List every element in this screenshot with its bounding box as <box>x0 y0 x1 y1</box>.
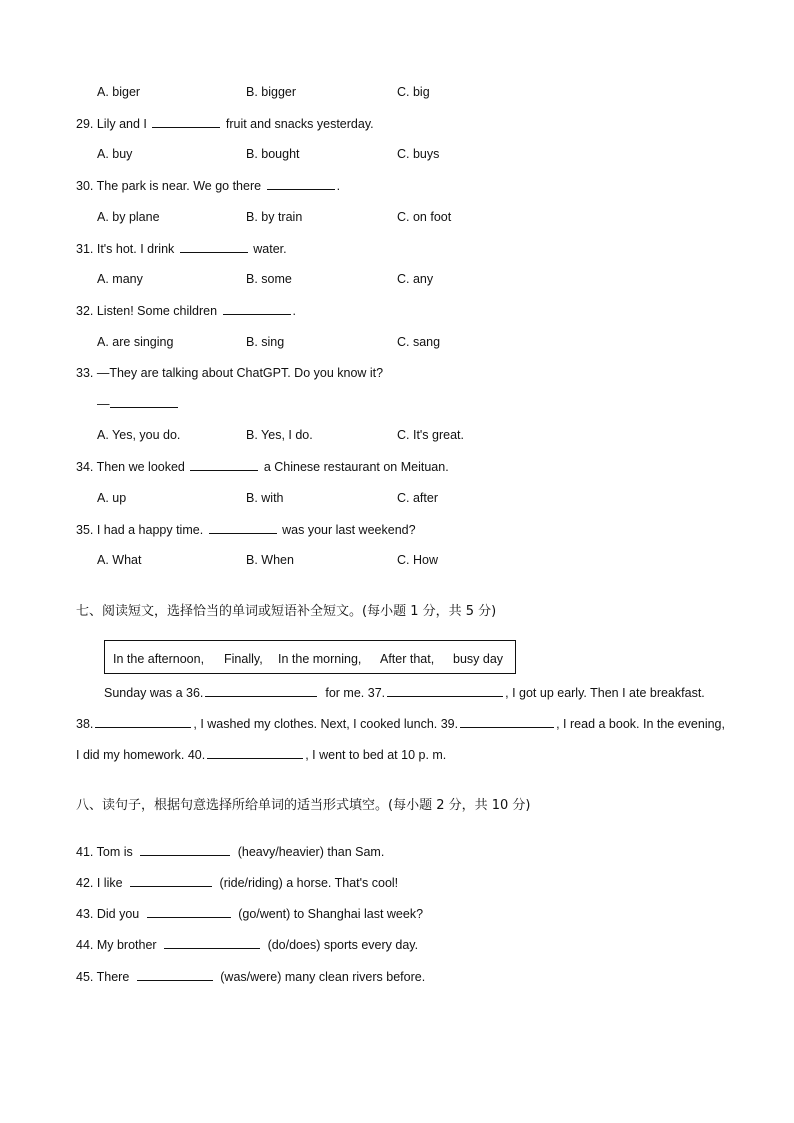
option-b[interactable]: B. When <box>246 553 294 567</box>
question-42 <box>76 874 398 891</box>
question-30 <box>76 177 340 194</box>
answer-blank[interactable] <box>267 177 335 190</box>
question-32 <box>76 302 296 319</box>
question-text: (go/went) to Shanghai last week? <box>238 907 424 921</box>
answer-blank-37[interactable] <box>387 684 503 697</box>
option-c[interactable]: C. It's great. <box>397 428 464 442</box>
option-b[interactable]: B. Yes, I do. <box>246 428 313 442</box>
question-text: (ride/riding) a horse. That's cool! <box>219 876 399 890</box>
question-text: 42. I like <box>76 876 123 890</box>
answer-blank[interactable] <box>180 240 248 253</box>
passage-text: for me. 37. <box>325 686 386 700</box>
question-29 <box>76 115 374 132</box>
question-text: was your last weekend? <box>282 523 416 537</box>
option-b[interactable]: B. bigger <box>246 85 297 99</box>
question-text: 31. It's hot. I drink <box>76 242 175 256</box>
question-34 <box>76 458 449 475</box>
option-a[interactable]: A. buy <box>97 147 133 161</box>
question-text: 45. There <box>76 970 130 984</box>
answer-blank[interactable] <box>209 521 277 534</box>
option-a[interactable]: A. are singing <box>97 335 174 349</box>
passage-text: Sunday was a 36. <box>104 686 204 700</box>
question-text: 43. Did you <box>76 907 140 921</box>
question-text: a Chinese restaurant on Meituan. <box>263 460 449 474</box>
answer-blank-39[interactable] <box>460 715 554 728</box>
answer-blank-40[interactable] <box>207 746 303 759</box>
answer-blank[interactable] <box>164 936 260 949</box>
question-text: 34. Then we looked <box>76 460 185 474</box>
answer-blank[interactable] <box>147 905 231 918</box>
question-text: (heavy/heavier) than Sam. <box>237 845 385 859</box>
answer-blank[interactable] <box>223 302 291 315</box>
option-a[interactable]: A. biger <box>97 85 141 99</box>
question-44 <box>76 936 418 953</box>
answer-blank-36[interactable] <box>205 684 317 697</box>
answer-blank[interactable] <box>152 115 220 128</box>
option-b[interactable]: B. bought <box>246 147 300 161</box>
option-a[interactable]: A. What <box>97 553 142 567</box>
answer-blank[interactable] <box>190 458 258 471</box>
question-text: 44. My brother <box>76 938 157 952</box>
option-c[interactable]: C. after <box>397 491 438 505</box>
answer-blank-38[interactable] <box>95 715 191 728</box>
question-text: 32. Listen! Some children <box>76 304 218 318</box>
option-c[interactable]: C. any <box>397 272 434 286</box>
answer-blank[interactable] <box>130 874 212 887</box>
question-33: 33. —They are talking about ChatGPT. Do you know it? <box>76 366 384 380</box>
passage-text: , I read a book. In the evening, <box>556 717 725 731</box>
answer-blank[interactable] <box>110 395 178 408</box>
question-text: (do/does) sports every day. <box>267 938 419 952</box>
question-text: 41. Tom is <box>76 845 133 859</box>
question-43 <box>76 905 423 922</box>
question-text: . <box>292 304 297 318</box>
question-31 <box>76 240 287 257</box>
word-bank-item: Finally, <box>224 652 263 666</box>
question-text: 30. The park is near. We go there <box>76 179 262 193</box>
word-bank-item: In the morning, <box>278 652 362 666</box>
option-a[interactable]: A. up <box>97 491 127 505</box>
passage-line-3 <box>76 746 446 763</box>
passage-text: , I got up early. Then I ate breakfast. <box>505 686 705 700</box>
passage-line-2 <box>76 715 725 732</box>
question-text: 29. Lily and I <box>76 117 147 131</box>
passage-text: , I went to bed at 10 p. m. <box>305 748 447 762</box>
passage-text: , I washed my clothes. Next, I cooked lunch. 39. <box>193 717 459 731</box>
option-a[interactable]: A. many <box>97 272 143 286</box>
option-c[interactable]: C. sang <box>397 335 441 349</box>
option-c[interactable]: C. on foot <box>397 210 452 224</box>
question-text: . <box>336 179 341 193</box>
option-b[interactable]: B. some <box>246 272 292 286</box>
option-c[interactable]: C. How <box>397 553 438 567</box>
option-c[interactable]: C. buys <box>397 147 440 161</box>
word-bank-item: After that, <box>380 652 435 666</box>
dash: — <box>97 397 110 411</box>
section-7-title: 七、阅读短文，选择恰当的单词或短语补全短文。(每小题 1 分，共 5 分) <box>76 604 497 619</box>
option-a[interactable]: A. by plane <box>97 210 160 224</box>
section-8-title: 八、读句子，根据句意选择所给单词的适当形式填空。(每小题 2 分，共 10 分) <box>76 798 531 813</box>
question-text: fruit and snacks yesterday. <box>225 117 374 131</box>
question-text: (was/were) many clean rivers before. <box>220 970 426 984</box>
answer-blank[interactable] <box>137 968 213 981</box>
question-35 <box>76 521 416 538</box>
option-b[interactable]: B. with <box>246 491 284 505</box>
passage-line-1 <box>104 684 705 701</box>
word-bank-item: busy day <box>453 652 504 666</box>
word-bank-item: In the afternoon, <box>113 652 205 666</box>
question-45 <box>76 968 425 985</box>
option-a[interactable]: A. Yes, you do. <box>97 428 181 442</box>
word-bank <box>104 640 516 674</box>
answer-blank[interactable] <box>140 843 230 856</box>
passage-text: 38. <box>76 717 94 731</box>
question-33-reply <box>97 395 180 412</box>
option-c[interactable]: C. big <box>397 85 430 99</box>
passage-text: I did my homework. 40. <box>76 748 206 762</box>
question-text: 35. I had a happy time. <box>76 523 204 537</box>
option-b[interactable]: B. sing <box>246 335 285 349</box>
option-b[interactable]: B. by train <box>246 210 303 224</box>
question-text: water. <box>253 242 287 256</box>
question-41 <box>76 843 384 860</box>
